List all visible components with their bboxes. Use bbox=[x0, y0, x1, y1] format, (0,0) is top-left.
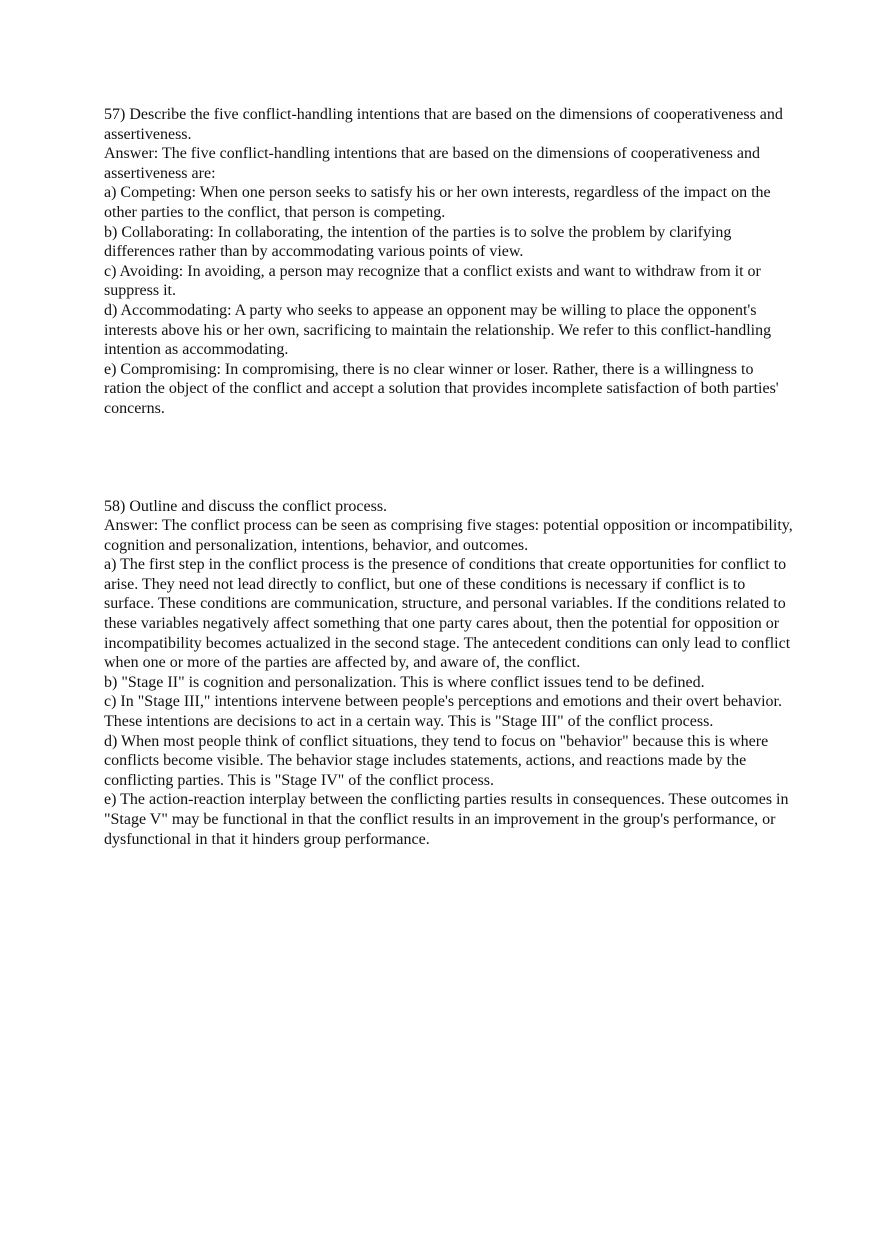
question-57-item-a: a) Competing: When one person seeks to satisfy his or her own interests, regardless of the impact on the other parties to the conflict, that person is competing. bbox=[104, 184, 771, 221]
question-57-item-b: b) Collaborating: In collaborating, the intention of the parties is to solve the problem by clarifying differences rather than by accommodating various points of view. bbox=[104, 223, 732, 261]
question-58-item-a: a) The first step in the conflict process is the presence of conditions that create opportunities for conflict to arise. They need not lead directly to conflict, but one of these conditions is necessary if conflict is to surface. These conditions are communication, structure, and personal variables. If the conditions related to these variables negatively affect something that one party cares about, then the potential for opposition or incompatibility becomes actualized in the second stage. The antecedent conditions can only lead to conflict when one or more of the parties are affected by, and aware of, the conflict. bbox=[104, 556, 791, 672]
question-57-answer-intro: Answer: The five conflict-handling intentions that are based on the dimensions of cooperativeness and assertiveness are: bbox=[104, 145, 760, 182]
question-58-item-d: d) When most people think of conflict situations, they tend to focus on "behavior" because this is where conflicts become visible. The behavior stage includes statements, actions, and reactions made by the conflicting parties. This is "Stage IV" of the conflict process. bbox=[104, 732, 769, 789]
question-57-item-c: c) Avoiding: In avoiding, a person may recognize that a conflict exists and want to withdraw from it or suppress it. bbox=[104, 262, 761, 300]
question-58-item-b: b) "Stage II" is cognition and personalization. This is where conflict issues tend to be defined. bbox=[104, 673, 705, 691]
question-58-block bbox=[104, 497, 794, 850]
question-58-prompt: 58) Outline and discuss the conflict process. bbox=[104, 497, 388, 515]
question-58-item-c: c) In "Stage III," intentions intervene between people's perceptions and emotions and their overt behavior. These intentions are decisions to act in a certain way. This is "Stage III" of the conflict process. bbox=[104, 693, 782, 731]
section-spacer bbox=[104, 419, 794, 497]
question-57-block bbox=[104, 105, 794, 419]
document-page bbox=[104, 105, 794, 849]
question-58-answer-intro: Answer: The conflict process can be seen as comprising five stages: potential opposition or incompatibility, cognition and personalization, intentions, behavior, and outcomes. bbox=[104, 517, 793, 554]
question-58-item-e: e) The action-reaction interplay between the conflicting parties results in consequences. These outcomes in "Stage V" may be functional in that the conflict results in an improvement in the group's performance, or dysfunctional in that it hinders group performance. bbox=[104, 791, 789, 848]
question-57-item-e: e) Compromising: In compromising, there is no clear winner or loser. Rather, there is a willingness to ration the object of the conflict and accept a solution that provides incomplete satisfaction of both parties' concerns. bbox=[104, 360, 779, 417]
question-57-item-d: d) Accommodating: A party who seeks to appease an opponent may be willing to place the opponent's interests above his or her own, sacrificing to maintain the relationship. We refer to this conflict-handling intention as accommodating. bbox=[104, 301, 772, 359]
question-57-prompt: 57) Describe the five conflict-handling intentions that are based on the dimensions of cooperativeness and assertiveness. bbox=[104, 106, 783, 143]
